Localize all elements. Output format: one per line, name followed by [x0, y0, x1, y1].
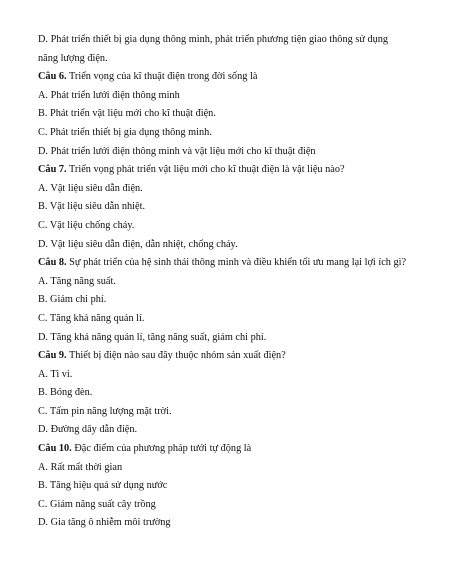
- option-a: A. Rất mất thời gian: [38, 461, 123, 473]
- question-number: Câu 9.: [38, 350, 67, 362]
- question-10: [38, 443, 416, 455]
- option-b: B. Vật liệu siêu dẫn nhiệt.: [38, 201, 146, 213]
- question-8: [38, 257, 416, 269]
- question-text: Thiết bị điện nào sau đây thuộc nhóm sản xuất điện?: [66, 350, 286, 362]
- intro-line-1: D. Phát triển thiết bị gia dụng thông minh, phát triển phương tiện giao thông sử dụng: [38, 34, 389, 45]
- option-c: C. Giảm năng suất cây trồng: [38, 498, 156, 510]
- question-number: Câu 7.: [38, 164, 67, 176]
- option-d: D. Vật liệu siêu dẫn điện, dẫn nhiệt, chống cháy.: [38, 238, 238, 250]
- option-b: B. Bóng đèn.: [38, 387, 93, 399]
- question-text: Sự phát triển của hệ sinh thái thông minh và điều khiển tối ưu mang lại lợi ích gì?: [66, 257, 407, 269]
- option-a: A. Phát triển lưới điện thông minh: [38, 89, 180, 101]
- question-number: Câu 10.: [38, 443, 72, 455]
- option-d: D. Phát triển lưới điện thông minh và vật liệu mới cho kĩ thuật điện: [38, 145, 316, 157]
- question-text: Triển vọng phát triển vật liệu mới cho kĩ thuật điện là vật liệu nào?: [66, 164, 345, 176]
- document-page: [38, 34, 416, 536]
- question-number: Câu 6.: [38, 71, 67, 83]
- option-c: C. Phát triển thiết bị gia dụng thông minh.: [38, 126, 212, 138]
- option-b: B. Phát triển vật liệu mới cho kĩ thuật điện.: [38, 108, 216, 120]
- option-c: C. Vật liệu chống cháy.: [38, 219, 135, 231]
- option-a: A. Vật liệu siêu dẫn điện.: [38, 182, 143, 194]
- option-c: C. Tăng khả năng quản lí.: [38, 312, 145, 324]
- question-6: [38, 71, 416, 83]
- option-d: D. Tăng khả năng quản lí, tăng năng suất, giảm chi phí.: [38, 331, 267, 343]
- option-c: C. Tấm pin năng lượng mặt trời.: [38, 405, 172, 417]
- option-a: A. Tăng năng suất.: [38, 275, 116, 287]
- question-text: Triển vọng của kĩ thuật điện trong đời sống là: [66, 71, 258, 83]
- question-7: [38, 164, 416, 176]
- question-text: Đặc điểm của phương pháp tưới tự động là: [71, 443, 252, 455]
- option-a: A. Ti vi.: [38, 368, 73, 380]
- option-d: D. Gia tăng ô nhiễm môi trường: [38, 517, 171, 529]
- question-9: [38, 350, 416, 362]
- option-b: B. Tăng hiệu quả sử dụng nước: [38, 480, 168, 492]
- option-b: B. Giảm chi phí.: [38, 294, 107, 306]
- intro-line-2: năng lượng điện.: [38, 52, 108, 64]
- question-number: Câu 8.: [38, 257, 67, 269]
- option-d: D. Đường dây dẫn điện.: [38, 424, 138, 436]
